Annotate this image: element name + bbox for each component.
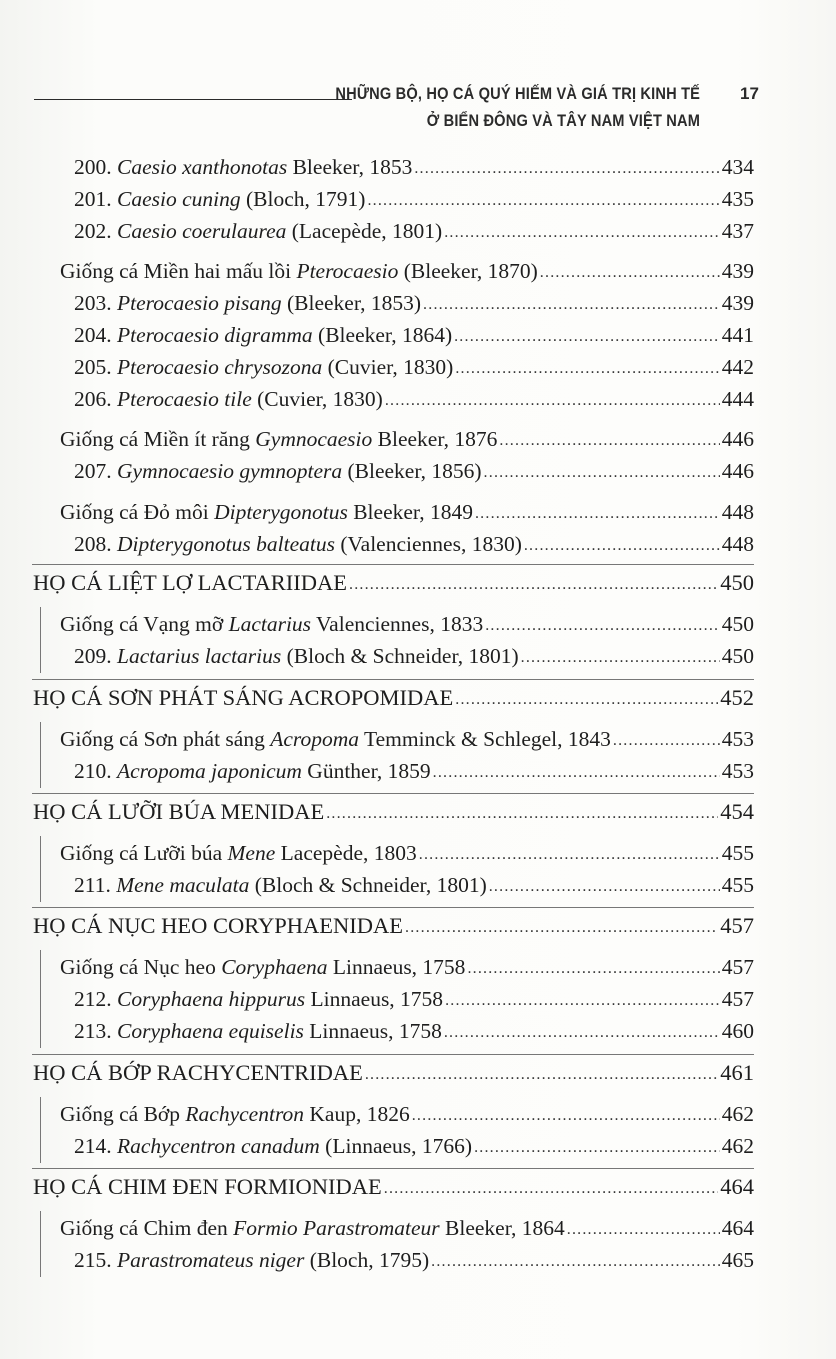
toc-entry-text — [74, 1016, 442, 1046]
toc-entry-author: Bleeker, 1853 — [287, 155, 413, 179]
toc-entry-text — [74, 288, 421, 318]
toc-entry-scientific-name: Dipterygonotus — [214, 500, 348, 524]
dot-leader — [384, 1174, 719, 1204]
toc-page-number: 460 — [721, 1019, 754, 1043]
toc-entry-scientific-name: Dipterygonotus balteatus — [117, 532, 335, 556]
toc-entry-number: 213. — [74, 1019, 117, 1043]
dot-leader — [385, 386, 720, 416]
toc-genus-entry[interactable] — [60, 256, 754, 289]
toc-species-entry[interactable] — [74, 1245, 754, 1278]
toc-page-number: 439 — [721, 259, 754, 283]
toc-entry-text — [74, 384, 383, 414]
toc-entry-number: 201. — [74, 187, 117, 211]
toc-entry-label: Giống cá Bớp — [60, 1102, 186, 1126]
toc-entry-text — [74, 870, 487, 900]
toc-page-number: 464 — [720, 1174, 754, 1199]
section-bracket — [40, 1097, 41, 1163]
toc-entry-text — [33, 1172, 382, 1202]
toc-page-number: 442 — [721, 355, 754, 379]
toc-entry-text — [33, 1058, 363, 1088]
toc-species-entry[interactable] — [74, 288, 754, 321]
toc-page-number: 448 — [721, 500, 754, 524]
toc-entry-text — [74, 352, 453, 382]
toc-entry-text — [60, 497, 473, 527]
toc-entry-author: (Bloch & Schneider, 1801) — [281, 644, 519, 668]
toc-entry-label: HỌ CÁ LIỆT LỢ LACTARIIDAE — [33, 570, 347, 595]
toc-entry-scientific-name: Mene maculata — [116, 873, 250, 897]
toc-entry-scientific-name: Pterocaesio pisang — [117, 291, 282, 315]
toc-entry-label: Giống cá Miền hai mấu lồi — [60, 259, 297, 283]
toc-entry-text — [60, 724, 611, 754]
toc-page-number: 448 — [721, 532, 754, 556]
toc-entry-text — [60, 609, 483, 639]
toc-entry-label: Giống cá Chim đen — [60, 1216, 234, 1240]
toc-entry-scientific-name: Parastromateus niger — [117, 1248, 305, 1272]
toc-entry-number: 215. — [74, 1248, 117, 1272]
toc-page-number: 455 — [721, 873, 754, 897]
toc-genus-entry[interactable] — [60, 424, 754, 457]
toc-species-entry[interactable] — [74, 152, 754, 185]
toc-genus-entry[interactable] — [60, 1099, 754, 1132]
dot-leader — [521, 643, 720, 673]
family-divider — [32, 1054, 754, 1055]
toc-family-entry[interactable] — [33, 911, 754, 944]
dot-leader — [433, 758, 720, 788]
toc-page-number: 455 — [721, 841, 754, 865]
dot-leader — [484, 458, 720, 488]
toc-species-entry[interactable] — [74, 529, 754, 562]
toc-page-number: 450 — [721, 644, 754, 668]
dot-leader — [474, 1133, 720, 1163]
toc-entry-author: (Bloch, 1795) — [304, 1248, 430, 1272]
family-divider — [32, 793, 754, 794]
toc-entry-label: HỌ CÁ LƯỠI BÚA MENIDAE — [33, 799, 325, 824]
dot-leader — [444, 218, 720, 248]
toc-entry-text — [74, 756, 431, 786]
toc-entry-scientific-name: Rachycentron canadum — [117, 1134, 320, 1158]
toc-entry-number: 209. — [74, 644, 117, 668]
toc-entry-author: (Bleeker, 1870) — [398, 259, 538, 283]
dot-leader — [419, 840, 720, 870]
toc-entry-label: Giống cá Đỏ môi — [60, 500, 215, 524]
toc-page-number: 465 — [721, 1248, 754, 1272]
toc-entry-text — [33, 683, 453, 713]
toc-entry-number: 207. — [74, 459, 117, 483]
toc-species-entry[interactable] — [74, 320, 754, 353]
toc-entry-text — [74, 152, 412, 182]
dot-leader — [524, 531, 720, 561]
dot-leader — [467, 954, 719, 984]
toc-page-number: 450 — [720, 570, 754, 595]
toc-entry-scientific-name: Coryphaena hippurus — [117, 987, 306, 1011]
dot-leader — [444, 1018, 720, 1048]
toc-entry-text — [74, 1245, 429, 1275]
toc-entry-scientific-name: Gymnocaesio — [255, 427, 373, 451]
toc-entry-author: (Bleeker, 1853) — [281, 291, 422, 315]
dot-leader — [431, 1247, 720, 1277]
toc-entry-scientific-name: Coryphaena equiselis — [117, 1019, 304, 1043]
toc-species-entry[interactable] — [74, 984, 754, 1017]
toc-entry-scientific-name: Acropoma — [270, 727, 359, 751]
family-divider — [32, 679, 754, 680]
toc-entry-author: (Bloch, 1791) — [240, 187, 366, 211]
toc-genus-entry[interactable] — [60, 1213, 754, 1246]
toc-entry-label: Giống cá Miền ít răng — [60, 427, 256, 451]
toc-entry-text — [33, 797, 324, 827]
toc-entry-author: Temminck & Schlegel, 1843 — [359, 727, 611, 751]
toc-page-number: 435 — [721, 187, 754, 211]
toc-entry-author: (Bleeker, 1864) — [312, 323, 453, 347]
toc-entry-text — [74, 641, 519, 671]
toc-entry-text — [60, 838, 417, 868]
toc-entry-number: 206. — [74, 387, 117, 411]
toc-entry-number: 204. — [74, 323, 117, 347]
dot-leader — [349, 570, 718, 600]
toc-family-entry[interactable] — [33, 568, 754, 601]
toc-entry-text — [33, 568, 347, 598]
toc-entry-scientific-name: Caesio xanthonotas — [117, 155, 288, 179]
toc-entry-author: (Cuvier, 1830) — [322, 355, 454, 379]
toc-family-entry[interactable] — [33, 1172, 754, 1205]
toc-entry-author: Bleeker, 1876 — [372, 427, 498, 451]
toc-genus-entry[interactable] — [60, 724, 754, 757]
dot-leader — [414, 154, 719, 184]
toc-entry-number: 205. — [74, 355, 117, 379]
toc-entry-author: (Linnaeus, 1766) — [319, 1134, 473, 1158]
toc-entry-scientific-name: Coryphaena — [221, 955, 328, 979]
dot-leader — [326, 799, 718, 829]
toc-page-number: 462 — [721, 1102, 754, 1126]
toc-species-entry[interactable] — [74, 456, 754, 489]
dot-leader — [412, 1101, 720, 1131]
toc-page-number: 452 — [720, 685, 754, 710]
dot-leader — [489, 872, 720, 902]
toc-entry-author: Bleeker, 1864 — [439, 1216, 565, 1240]
toc-genus-entry[interactable] — [60, 497, 754, 530]
toc-entry-number: 203. — [74, 291, 117, 315]
toc-species-entry[interactable] — [74, 1016, 754, 1049]
dot-leader — [445, 986, 720, 1016]
toc-page-number: 446 — [721, 427, 754, 451]
section-bracket — [40, 607, 41, 673]
dot-leader — [540, 258, 720, 288]
toc-genus-entry[interactable] — [60, 609, 754, 642]
toc-entry-text — [74, 184, 365, 214]
toc-entry-author: Linnaeus, 1758 — [327, 955, 466, 979]
toc-entry-scientific-name: Rachycentron — [185, 1102, 305, 1126]
toc-entry-scientific-name: Pterocaesio chrysozona — [117, 355, 323, 379]
toc-page-number: 454 — [720, 799, 754, 824]
toc-species-entry[interactable] — [74, 184, 754, 217]
toc-entry-text — [74, 984, 443, 1014]
toc-species-entry[interactable] — [74, 641, 754, 674]
toc-page-number: 439 — [721, 291, 754, 315]
toc-family-entry[interactable] — [33, 797, 754, 830]
toc-entry-author: Valenciennes, 1833 — [311, 612, 484, 636]
dot-leader — [454, 322, 720, 352]
toc-entry-label: HỌ CÁ CHIM ĐEN FORMIONIDAE — [33, 1174, 382, 1199]
toc-entry-scientific-name: Lactarius — [228, 612, 312, 636]
toc-species-entry[interactable] — [74, 1131, 754, 1164]
toc-genus-entry[interactable] — [60, 952, 754, 985]
toc-entry-label: Giống cá Lưỡi búa — [60, 841, 228, 865]
toc-entry-number: 210. — [74, 759, 117, 783]
toc-entry-text — [33, 911, 403, 941]
toc-genus-entry[interactable] — [60, 838, 754, 871]
toc-page-number: 446 — [721, 459, 754, 483]
dot-leader — [485, 611, 720, 641]
page-number: 17 — [740, 84, 759, 103]
section-bracket — [40, 1211, 41, 1277]
toc-entry-text — [74, 456, 482, 486]
toc-entry-author: Linnaeus, 1758 — [305, 987, 444, 1011]
toc-entry-number: 211. — [74, 873, 117, 897]
family-divider — [32, 1168, 754, 1169]
toc-page-number: 444 — [721, 387, 754, 411]
toc-page-number: 453 — [721, 759, 754, 783]
dot-leader — [367, 186, 719, 216]
toc-entry-text — [60, 952, 465, 982]
toc-entry-label: Giống cá Sơn phát sáng — [60, 727, 271, 751]
toc-entry-scientific-name: Formio Parastromateur — [233, 1216, 440, 1240]
dot-leader — [613, 726, 720, 756]
toc-page-number: 461 — [720, 1060, 754, 1085]
toc-entry-text — [74, 1131, 472, 1161]
toc-page-number: 462 — [721, 1134, 754, 1158]
toc-species-entry[interactable] — [74, 870, 754, 903]
toc-entry-scientific-name: Mene — [227, 841, 276, 865]
toc-page-number: 457 — [721, 955, 754, 979]
toc-entry-number: 214. — [74, 1134, 117, 1158]
toc-page-number: 464 — [721, 1216, 754, 1240]
toc-page-number: 457 — [721, 987, 754, 1011]
toc-entry-text — [60, 1099, 410, 1129]
toc-entry-author: Lacepède, 1803 — [275, 841, 417, 865]
dot-leader — [499, 426, 719, 456]
toc-entry-author: Günther, 1859 — [301, 759, 431, 783]
toc-entry-label: HỌ CÁ SƠN PHÁT SÁNG ACROPOMIDAE — [33, 685, 454, 710]
toc-entry-label: HỌ CÁ BỚP RACHYCENTRIDAE — [33, 1060, 363, 1085]
toc-entry-scientific-name: Pterocaesio digramma — [117, 323, 313, 347]
toc-entry-author: Bleeker, 1849 — [347, 500, 473, 524]
toc-entry-text — [60, 256, 538, 286]
toc-entry-number: 202. — [74, 219, 117, 243]
toc-entry-author: Kaup, 1826 — [304, 1102, 410, 1126]
toc-species-entry[interactable] — [74, 352, 754, 385]
toc-entry-author: (Bleeker, 1856) — [342, 459, 482, 483]
toc-family-entry[interactable] — [33, 1058, 754, 1091]
toc-entry-text — [74, 529, 522, 559]
toc-entry-author: (Lacepède, 1801) — [286, 219, 443, 243]
dot-leader — [475, 499, 720, 529]
dot-leader — [405, 913, 718, 943]
toc-page-number: 453 — [721, 727, 754, 751]
toc-entry-scientific-name: Acropoma japonicum — [117, 759, 302, 783]
toc-entry-scientific-name: Pterocaesio — [296, 259, 399, 283]
toc-entry-text — [74, 320, 452, 350]
toc-species-entry[interactable] — [74, 384, 754, 417]
dot-leader — [567, 1215, 720, 1245]
toc-entry-label: HỌ CÁ NỤC HEO CORYPHAENIDAE — [33, 913, 404, 938]
dot-leader — [455, 354, 719, 384]
toc-entry-label: Giống cá Nục heo — [60, 955, 222, 979]
toc-entry-number: 212. — [74, 987, 117, 1011]
toc-entry-author: (Cuvier, 1830) — [251, 387, 383, 411]
toc-family-entry[interactable] — [33, 683, 754, 716]
section-bracket — [40, 950, 41, 1048]
family-divider — [32, 907, 754, 908]
toc-entry-text — [74, 216, 442, 246]
section-bracket — [40, 836, 41, 902]
toc-species-entry[interactable] — [74, 216, 754, 249]
toc-entry-number: 208. — [74, 532, 117, 556]
toc-entry-scientific-name: Caesio coerulaurea — [117, 219, 287, 243]
section-bracket — [40, 722, 41, 788]
toc-entry-scientific-name: Lactarius lactarius — [117, 644, 282, 668]
dot-leader — [423, 290, 720, 320]
family-divider — [32, 564, 754, 565]
toc-entry-scientific-name: Caesio cuning — [117, 187, 241, 211]
toc-page-number: 434 — [721, 155, 754, 179]
toc-page-number: 457 — [720, 913, 754, 938]
toc-entry-scientific-name: Pterocaesio tile — [117, 387, 252, 411]
toc-entry-author: Linnaeus, 1758 — [303, 1019, 442, 1043]
toc-entry-text — [60, 424, 497, 454]
dot-leader — [365, 1060, 718, 1090]
toc-page-number: 441 — [721, 323, 754, 347]
toc-entry-text — [60, 1213, 565, 1243]
toc-species-entry[interactable] — [74, 756, 754, 789]
header-title-line-2: Ở BIỂN ĐÔNG VÀ TÂY NAM VIỆT NAM — [426, 111, 700, 130]
toc-entry-label: Giống cá Vạng mỡ — [60, 612, 229, 636]
toc-entry-author: (Bloch & Schneider, 1801) — [249, 873, 487, 897]
toc-page-number: 450 — [721, 612, 754, 636]
toc-entry-author: (Valenciennes, 1830) — [334, 532, 522, 556]
dot-leader — [455, 685, 718, 715]
toc-entry-scientific-name: Gymnocaesio gymnoptera — [117, 459, 343, 483]
header-title-line-1: NHỮNG BỘ, HỌ CÁ QUÝ HIẾM VÀ GIÁ TRỊ KINH TẾ — [335, 84, 700, 103]
toc-entry-number: 200. — [74, 155, 117, 179]
toc-page-number: 437 — [721, 219, 754, 243]
